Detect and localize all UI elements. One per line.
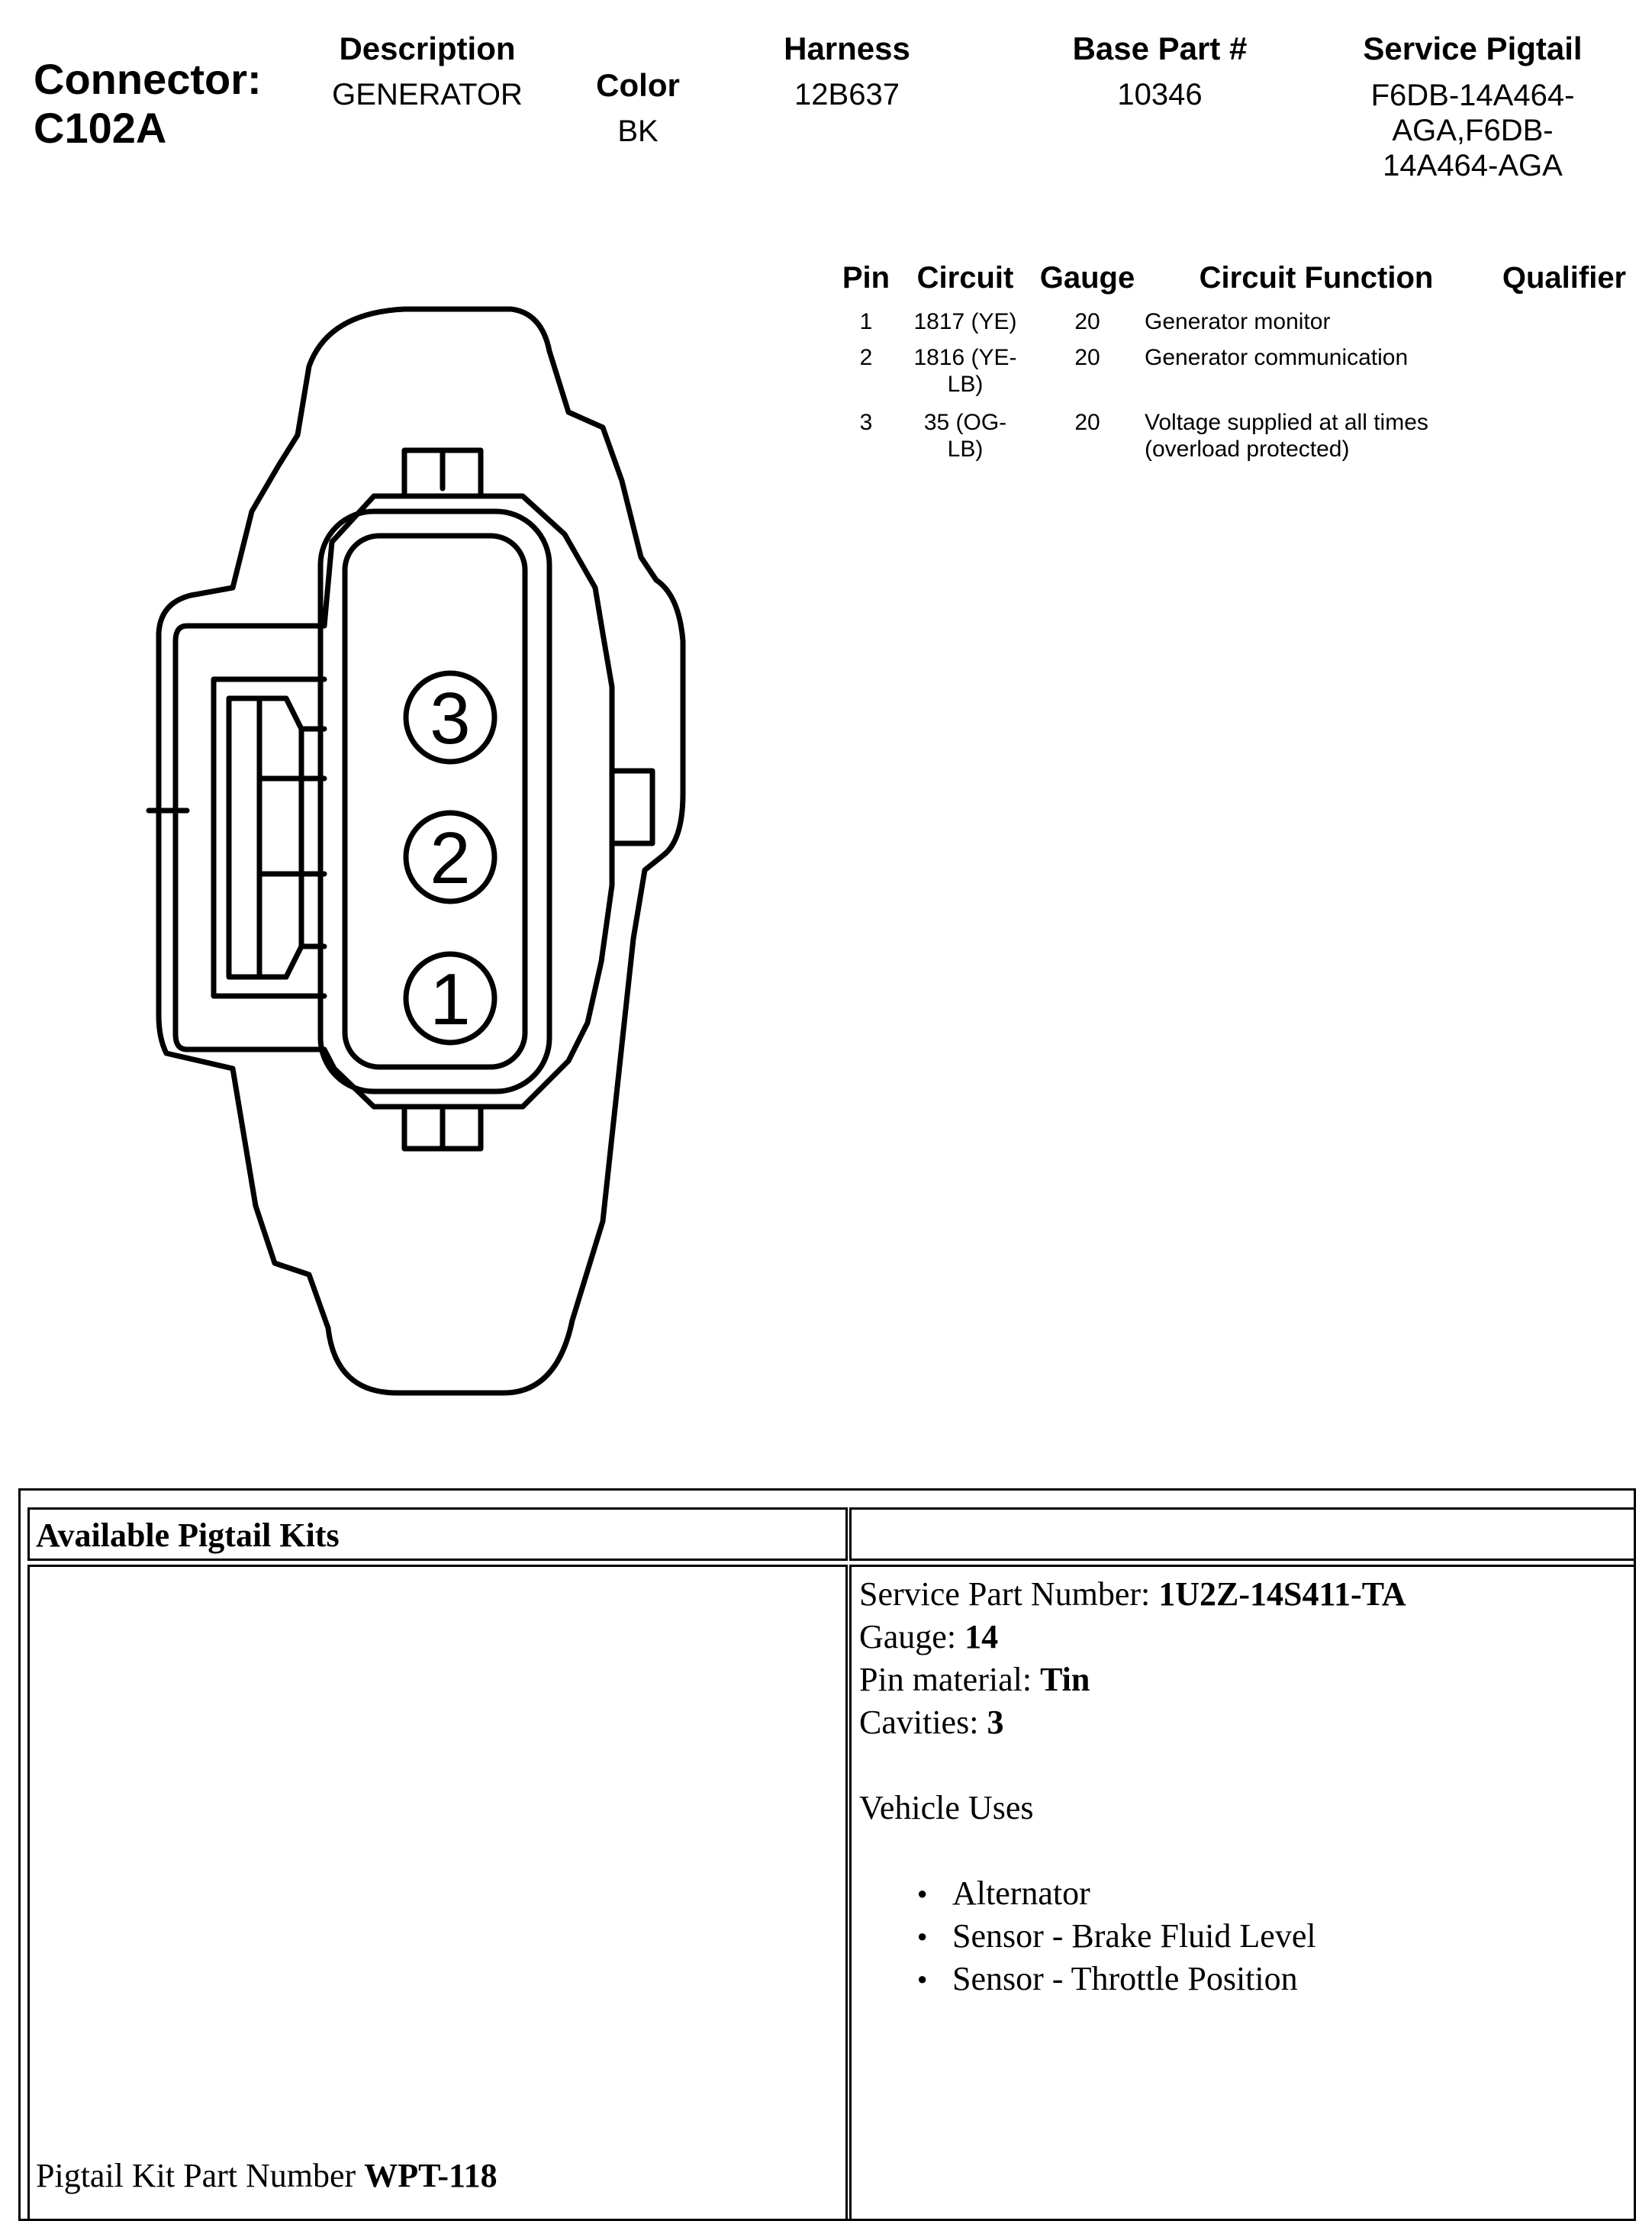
gauge-col-header: Gauge (1039, 261, 1135, 295)
connector-label: Connector: (34, 55, 262, 103)
kit-part-value: WPT-118 (364, 2157, 498, 2194)
cavities-line (859, 1701, 1406, 1744)
pin-material-value: Tin (1040, 1661, 1090, 1698)
list-item: ● Sensor - Brake Fluid Level (913, 1915, 1406, 1958)
right-key (612, 771, 652, 843)
description-label: Description (339, 31, 516, 66)
base-part-value: 10346 (1117, 78, 1203, 111)
qualifier-col-header: Qualifier (1502, 261, 1627, 295)
pigtail-image-cell (27, 1565, 848, 2221)
pigtail-title-spacer (849, 1507, 1636, 1561)
gauge-cell: 20 (1074, 309, 1100, 334)
gauge-cell: 20 (1074, 410, 1100, 435)
function-cell (1145, 308, 1488, 335)
pin-number: 1 (859, 309, 873, 334)
pin-col-header: Pin (842, 261, 890, 295)
description-value: GENERATOR (332, 78, 523, 111)
service-pigtail-line: 14A464-AGA (1383, 149, 1563, 182)
pin-1-label: 1 (430, 959, 471, 1040)
circuit-cell (904, 344, 1026, 398)
harness-label: Harness (784, 31, 910, 66)
connector-face-diagram (145, 305, 710, 1412)
vehicle-uses-heading: Vehicle Uses (859, 1789, 1034, 1826)
function-cell (1145, 409, 1488, 463)
pin-number: 3 (859, 410, 873, 435)
connector-outer-body (159, 309, 683, 1393)
circuit-line: LB) (947, 372, 984, 397)
pin-3-label: 3 (430, 678, 471, 759)
circuit-line: LB) (947, 437, 984, 462)
circuit-line: 1817 (YE) (913, 309, 1017, 334)
function-cell (1145, 344, 1488, 371)
function-line: Generator monitor (1145, 309, 1331, 334)
service-part-label: Service Part Number: (859, 1575, 1159, 1613)
connector-title (34, 55, 262, 153)
pin-number: 2 (859, 345, 873, 370)
service-part-value: 1U2Z-14S411-TA (1158, 1575, 1406, 1613)
circuit-line: 35 (OG- (923, 410, 1007, 435)
latch-tab (259, 698, 301, 977)
circuit-cell (904, 409, 1026, 463)
gauge-label: Gauge: (859, 1618, 965, 1655)
cavities-label: Cavities: (859, 1704, 987, 1741)
pin-material-label: Pin material: (859, 1661, 1041, 1698)
function-line: Voltage supplied at all times (1145, 410, 1428, 435)
connector-inner-wall (176, 496, 612, 1107)
color-label: Color (596, 67, 680, 103)
vehicle-uses-list (913, 1872, 1406, 2000)
gauge-line (859, 1616, 1406, 1658)
function-line: Generator communication (1145, 345, 1409, 370)
service-part-number (859, 1573, 1406, 1616)
harness-value: 12B637 (794, 78, 900, 111)
latch-channel-inner (229, 698, 259, 977)
list-item: ● Sensor - Throttle Position (913, 1958, 1406, 2000)
kit-part-label: Pigtail Kit Part Number (36, 2157, 365, 2194)
gauge-value: 14 (964, 1618, 999, 1655)
pigtail-details-cell (849, 1565, 1636, 2221)
list-item: ● Alternator (913, 1872, 1406, 1915)
service-pigtail-value (1343, 78, 1602, 183)
base-part-label: Base Part # (1072, 31, 1248, 66)
pin-2-label: 2 (430, 817, 471, 899)
color-value: BK (617, 114, 659, 148)
service-pigtail-line: F6DB-14A464- (1370, 79, 1575, 112)
service-pigtail-label: Service Pigtail (1363, 31, 1583, 66)
circuit-cell (904, 308, 1026, 335)
kit-part-number (36, 2155, 498, 2197)
gauge-cell: 20 (1074, 345, 1100, 370)
pin-material-line (859, 1658, 1406, 1701)
circuit-col-header: Circuit (916, 261, 1014, 295)
pigtail-title: Available Pigtail Kits (36, 1517, 340, 1554)
service-pigtail-line: AGA,F6DB- (1392, 114, 1554, 147)
function-col-header: Circuit Function (1199, 261, 1434, 295)
pigtail-title-cell (27, 1507, 848, 1561)
connector-id: C102A (34, 104, 167, 152)
function-line: (overload protected) (1145, 437, 1350, 462)
cavities-value: 3 (987, 1704, 1004, 1741)
circuit-line: 1816 (YE- (913, 345, 1017, 370)
